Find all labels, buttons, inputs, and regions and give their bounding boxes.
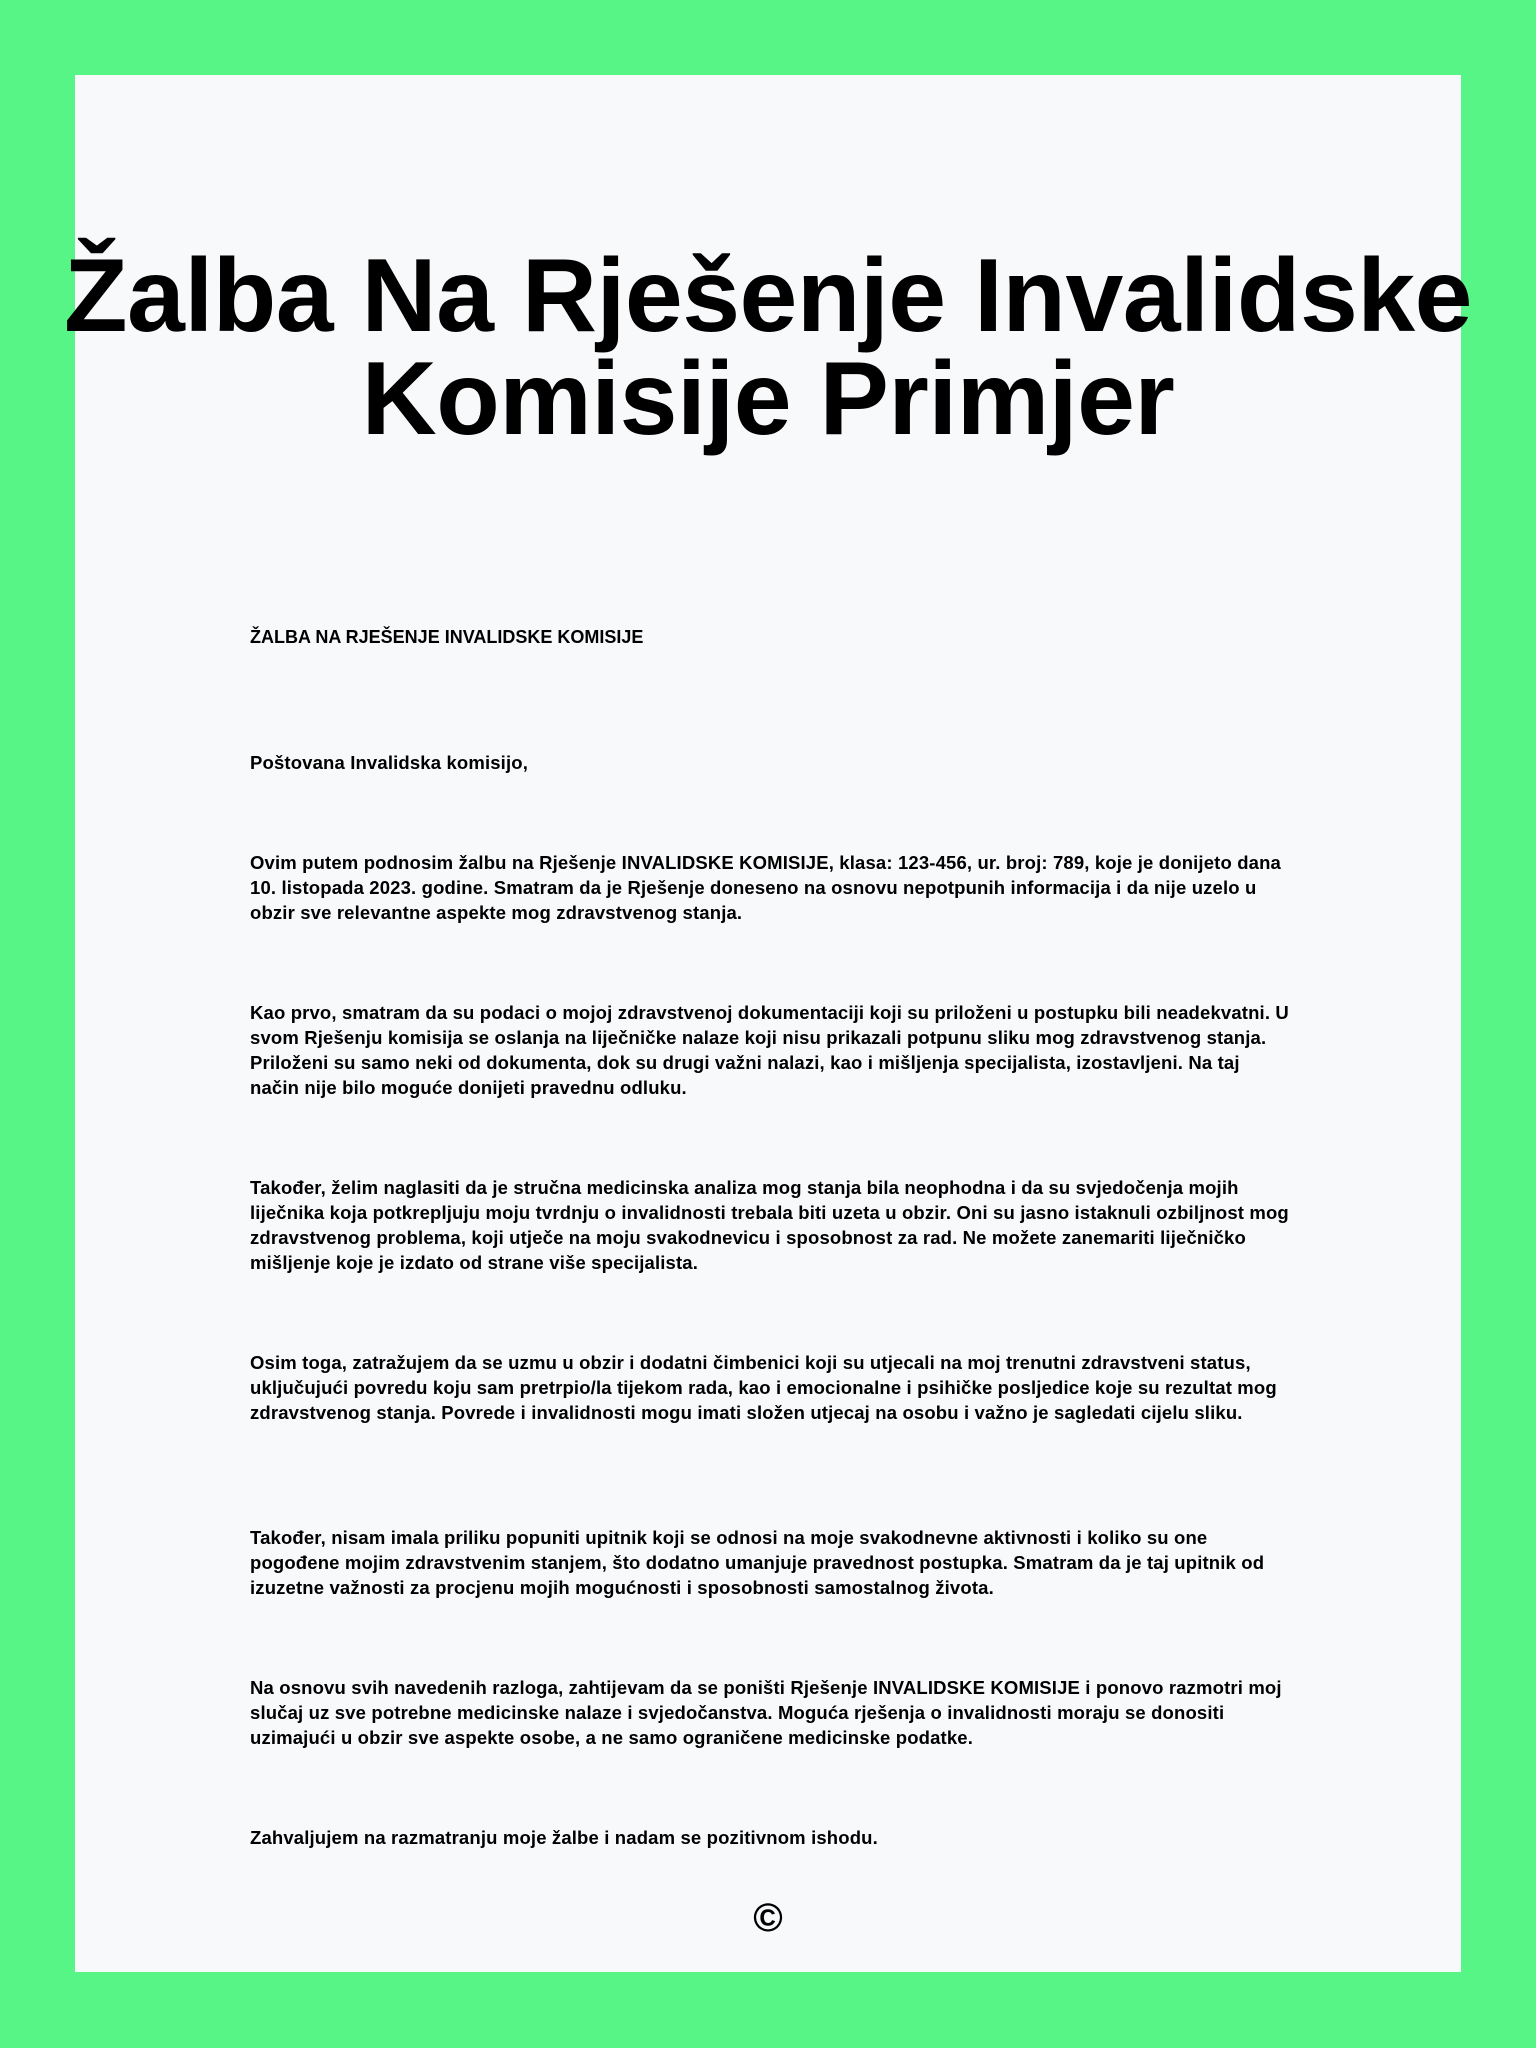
paragraph-2: Kao prvo, smatram da su podaci o mojoj zdravstvenoj dokumentaciji koji su priloženi u postupku bili neadekvatni. U svom Rješenju komisija se oslanja na liječničke nalaze koji nisu prikazali potpunu sliku mog zdravstvenog stanja. Priloženi su samo neki od dokumenta, dok su drugi važni nalazi, kao i mišljenja specijalista, izostavljeni. Na taj način nije bilo moguće donijeti pravednu odluku. [250,1002,1289,1098]
letter-greeting: Poštovana Invalidska komisijo, [250,752,528,773]
document-page [64,75,1472,1972]
paragraph-1: Ovim putem podnosim žalbu na Rješenje INVALIDSKE KOMISIJE, klasa: 123-456, ur. broj: 789, koje je donijeto dana 10. listopada 2023. godine. Smatram da je Rješenje doneseno na osnovu nepotpunih informacija i da nije uzelo u obzir sve relevantne aspekte mog zdravstvenog stanja. [250,852,1281,923]
paragraph-3: Također, želim naglasiti da je stručna medicinska analiza mog stanja bila neophodna i da su svjedočenja mojih liječnika koja potkrepljuju moju tvrdnju o invalidnosti trebala biti uzeta u obzir. Oni su jasno istaknuli ozbiljnost mog zdravstvenog problema, koji utječe na moju svakodnevicu i sposobnost za rad. Ne možete zanemariti liječničko mišljenje koje je izdato od strane više specijalista. [250,1177,1289,1273]
page-title: Žalba Na Rješenje Invalidske Komisije Primjer [64,238,1472,457]
paragraph-4: Osim toga, zatražujem da se uzmu u obzir i dodatni čimbenici koji su utjecali na moj trenutni zdravstveni status, uključujući povredu koju sam pretrpio/la tijekom rada, kao i emocionalne i psihičke posljedice koje su rezultat mog zdravstvenog stanja. Povrede i invalidnosti mogu imati složen utjecaj na osobu i važno je sagledati cijelu sliku. [250,1352,1277,1423]
paragraph-7: Zahvaljujem na razmatranju moje žalbe i nadam se pozitivnom ishodu. [250,1827,878,1848]
letter-heading: ŽALBA NA RJEŠENJE INVALIDSKE KOMISIJE [250,627,644,647]
paragraph-6: Na osnovu svih navedenih razloga, zahtijevam da se poništi Rješenje INVALIDSKE KOMISIJE i ponovo razmotri moj slučaj uz sve potrebne medicinske nalaze i svjedočanstva. Moguća rješenja o invalidnosti moraju se donositi uzimajući u obzir sve aspekte osobe, a ne samo ograničene medicinske podatke. [250,1677,1282,1748]
copyright-symbol: © [753,1896,783,1940]
paragraph-5: Također, nisam imala priliku popuniti upitnik koji se odnosi na moje svakodnevne aktivnosti i koliko su one pogođene mojim zdravstvenim stanjem, što dodatno umanjuje pravednost postupka. Smatram da je taj upitnik od izuzetne važnosti za procjenu mojih mogućnosti i sposobnosti samostalnog života. [250,1527,1265,1598]
